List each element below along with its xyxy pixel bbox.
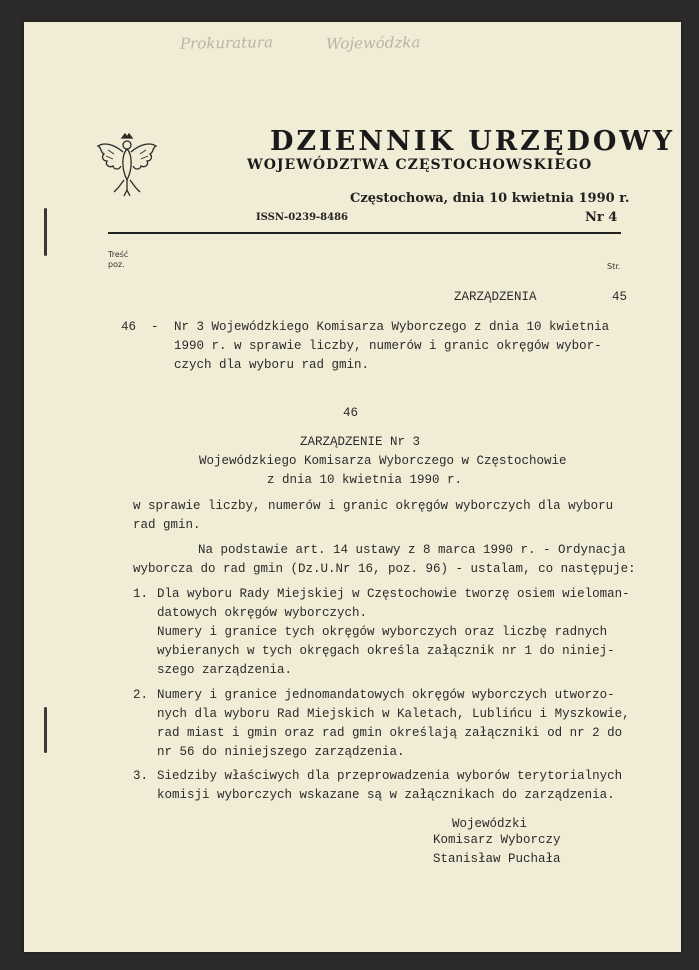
pencil-note-left: Prokuratura: [179, 33, 274, 53]
item-line: Dla wyboru Rady Miejskiej w Częstochowie tworzę osiem wieloman-: [157, 587, 630, 601]
toc-col-poz: poz.: [108, 260, 125, 269]
item-line: Numery i granice jednomandatowych okręgów wyborczych utworzo-: [157, 688, 615, 702]
eagle-emblem-icon: [96, 132, 158, 198]
item-line: nr 56 do niniejszego zarządzenia.: [157, 745, 405, 759]
subject-line: rad gmin.: [133, 518, 201, 532]
document-issuer: Wojewódzkiego Komisarza Wyborczego w Częstochowie: [199, 454, 567, 468]
item-number: 3.: [133, 769, 149, 783]
toc-entry-line: czych dla wyboru rad gmin.: [174, 358, 370, 372]
preamble-line: Na podstawie art. 14 ustawy z 8 marca 1990 r. - Ordynacja: [198, 543, 626, 557]
item-line: szego zarządzenia.: [157, 663, 293, 677]
signature-line: Komisarz Wyborczy: [433, 833, 561, 847]
item-line: Siedziby właściwych dla przeprowadzenia wyborów terytorialnych: [157, 769, 623, 783]
toc-position-label: [108, 250, 128, 270]
staple: [44, 707, 47, 753]
item-line: wybieranych w tych okręgach określa załącznik nr 1 do niniej-: [157, 644, 615, 658]
item-line: rad miast i gmin oraz rad gmin określają załączniki od nr 2 do: [157, 726, 623, 740]
item-line: komisji wyborczych wskazane są w załącznikach do zarządzenia.: [157, 788, 615, 802]
signature-name: Stanisław Puchała: [433, 852, 561, 866]
document-position: 46: [343, 406, 359, 420]
header-divider: [108, 232, 621, 234]
pencil-note-right: Wojewódzka: [325, 33, 421, 53]
toc-entry-line: 1990 r. w sprawie liczby, numerów i granic okręgów wybor-: [174, 339, 602, 353]
journal-subtitle: WOJEWÓDZTWA CZĘSTOCHOWSKIEGO: [247, 157, 593, 173]
journal-title: DZIENNIK URZĘDOWY: [270, 126, 675, 157]
document-heading: ZARZĄDZENIE Nr 3: [300, 435, 421, 449]
toc-entry-dash: -: [151, 320, 159, 334]
toc-entry-number: 46: [121, 320, 137, 334]
toc-section-page: 45: [612, 290, 628, 304]
issue-number: Nr 4: [585, 210, 618, 225]
staple: [44, 208, 47, 256]
item-line: nych dla wyboru Rad Miejskich w Kaletach, Lublińcu i Myszkowie,: [157, 707, 630, 721]
toc-entry-line: Nr 3 Wojewódzkiego Komisarza Wyborczego z dnia 10 kwietnia: [174, 320, 610, 334]
preamble-line: wyborcza do rad gmin (Dz.U.Nr 16, poz. 96) - ustalam, co następuje:: [133, 562, 636, 576]
item-line: datowych okręgów wyborczych.: [157, 606, 368, 620]
item-line: Numery i granice tych okręgów wyborczych oraz liczbę radnych: [157, 625, 608, 639]
subject-line: w sprawie liczby, numerów i granic okręgów wyborczych dla wyboru: [133, 499, 614, 513]
document-date: z dnia 10 kwietnia 1990 r.: [267, 473, 463, 487]
toc-page-label: Str.: [607, 262, 621, 271]
signature-line: Wojewódzki: [452, 817, 528, 831]
toc-col-tresc: Treść: [108, 250, 129, 259]
item-number: 2.: [133, 688, 149, 702]
item-number: 1.: [133, 587, 149, 601]
issn: ISSN-0239-8486: [256, 212, 349, 223]
issue-date: Częstochowa, dnia 10 kwietnia 1990 r.: [350, 191, 630, 206]
toc-section-title: ZARZĄDZENIA: [454, 290, 537, 304]
